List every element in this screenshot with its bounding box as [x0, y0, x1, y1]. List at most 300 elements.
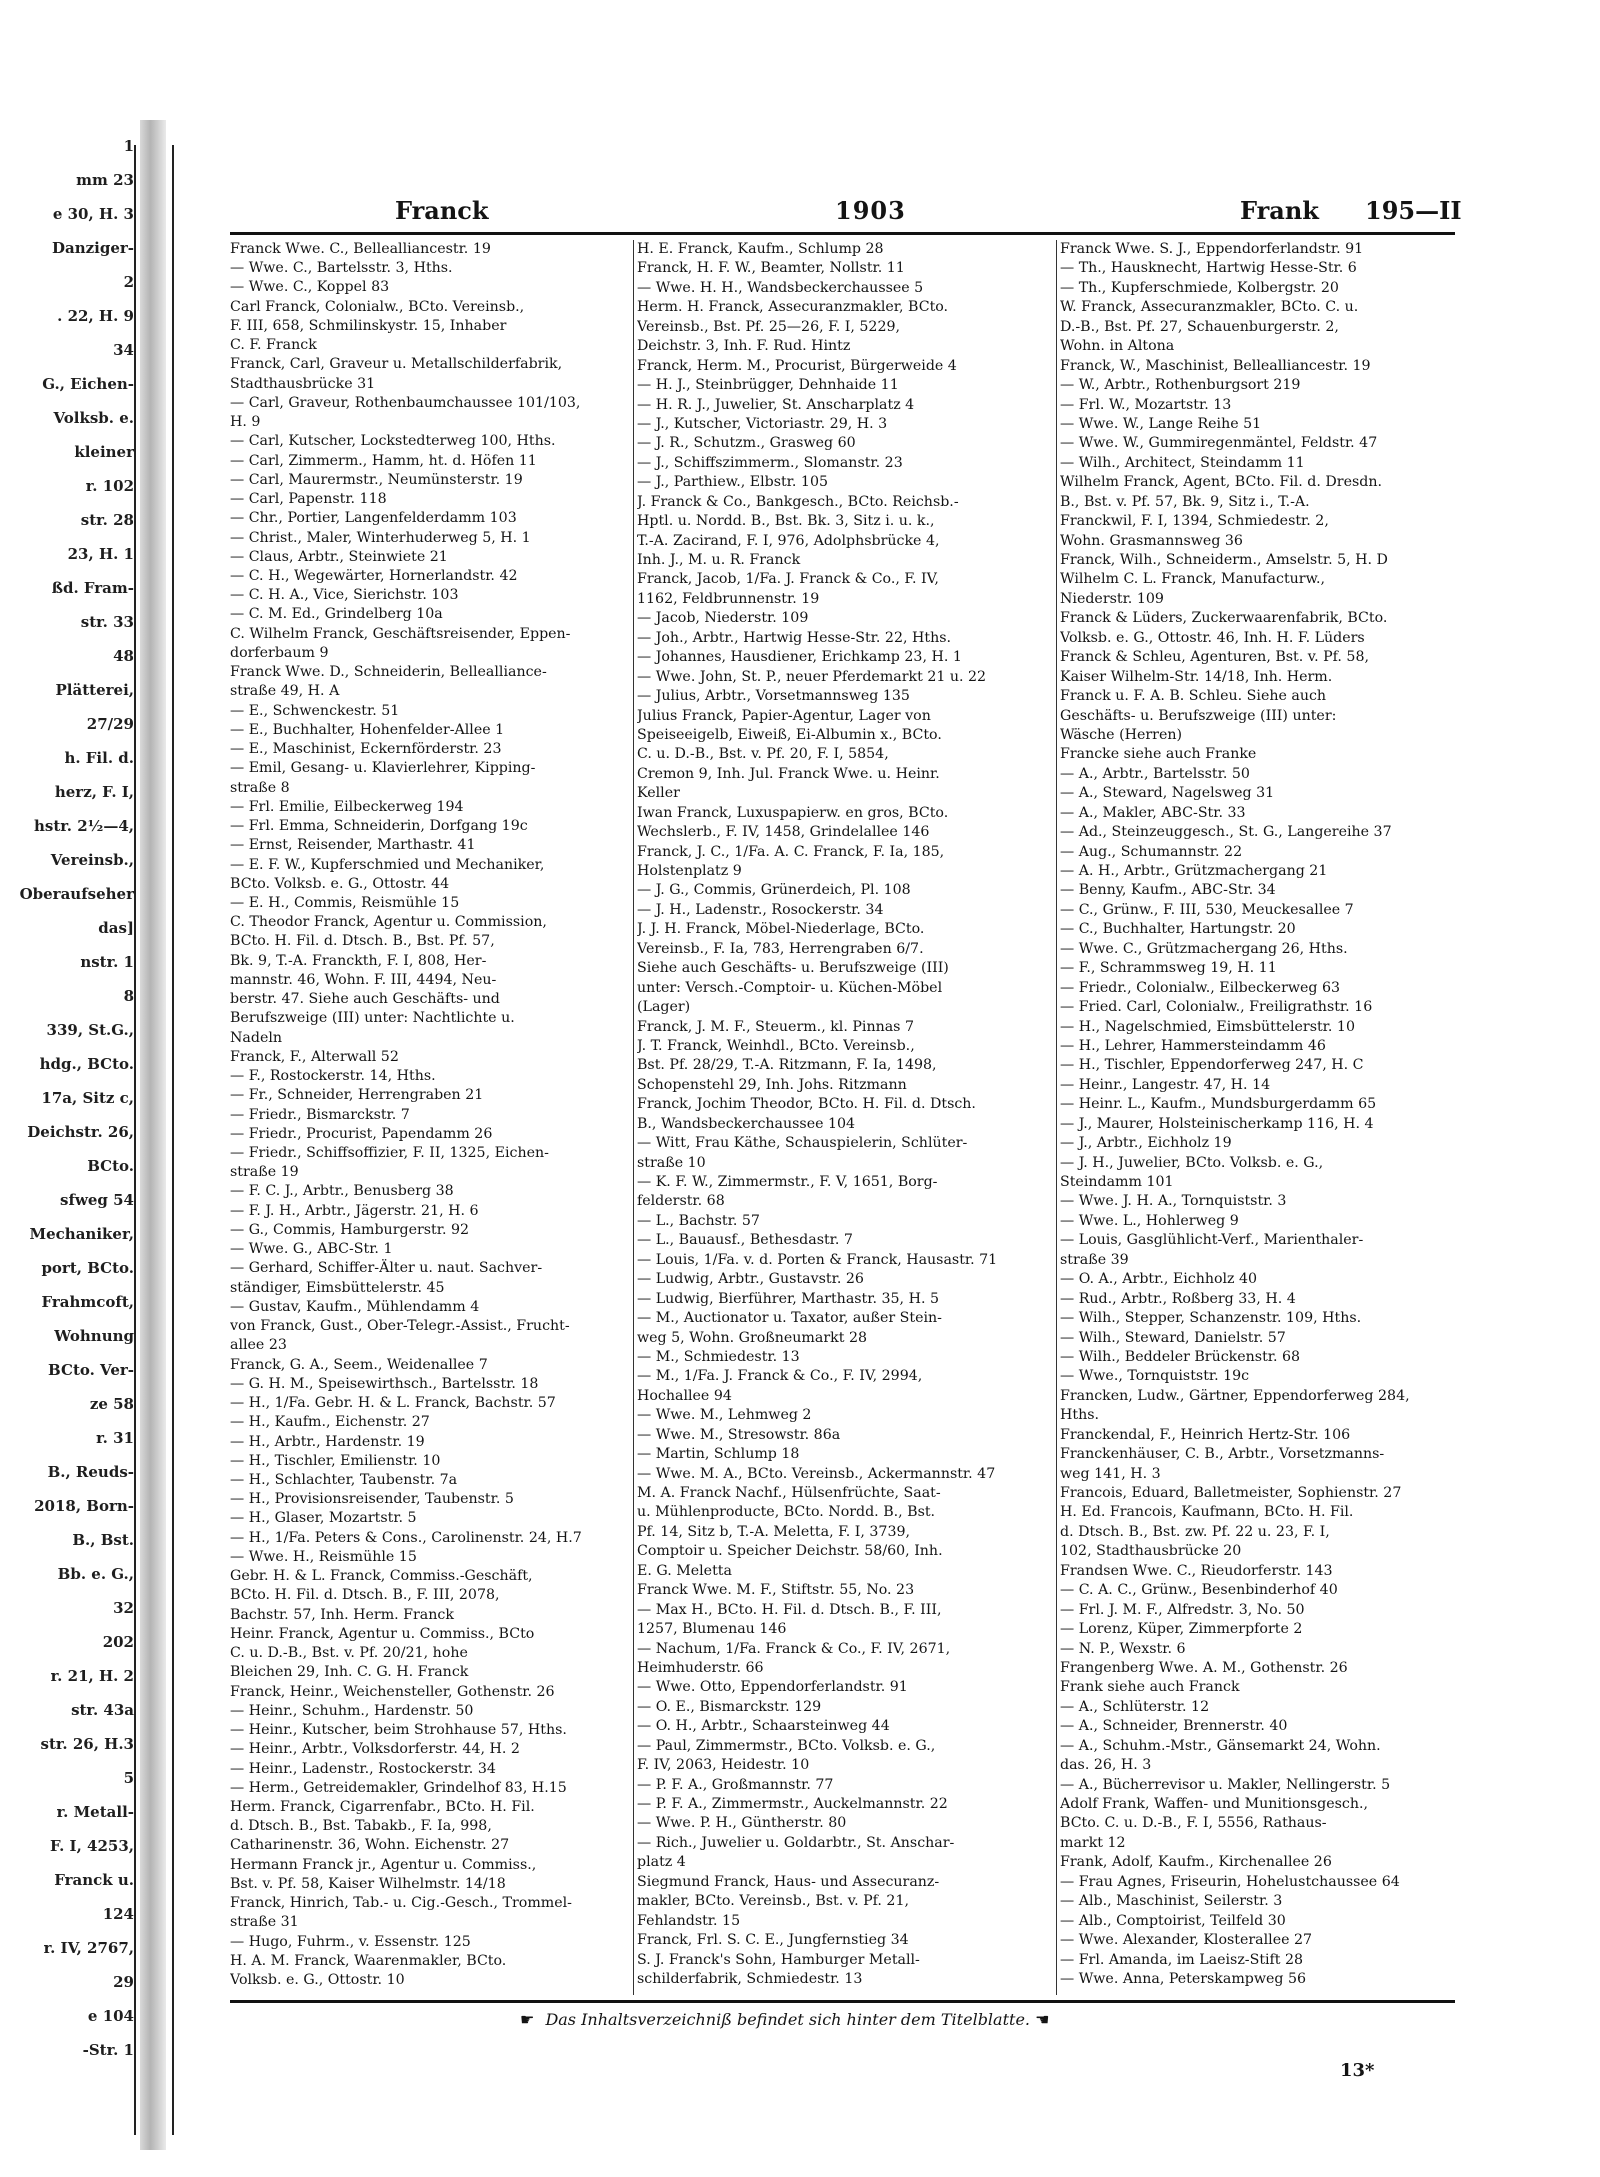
directory-entry-line: — Herm., Getreidemakler, Grindelhof 83, H.15: [230, 1779, 567, 1796]
directory-entry-line: — P. F. A., Zimmermstr., Auckelmannstr. 22: [637, 1796, 948, 1812]
previous-page-text-fragment: 1: [123, 137, 134, 155]
directory-entry-line: — Carl, Papenstr. 118: [230, 491, 387, 508]
directory-entry-line: — Benny, Kaufm., ABC-Str. 34: [1060, 882, 1276, 899]
directory-entry-line: — Heinr., Ladenstr., Rostockerstr. 34: [230, 1760, 496, 1777]
directory-entry-line: — O. E., Bismarckstr. 129: [637, 1698, 822, 1715]
header-right-word: Frank: [1240, 196, 1319, 225]
directory-entry-line: — Wwe. J. H. A., Tornquiststr. 3: [1060, 1193, 1287, 1210]
directory-entry-line: C. F. Franck: [230, 337, 317, 354]
previous-page-text-fragment: str. 26, H.3: [40, 1735, 134, 1753]
directory-entry-line: straße 49, H. A: [230, 683, 340, 700]
column-divider: [633, 240, 634, 1995]
directory-entry-line: Franck, G. A., Seem., Weidenallee 7: [230, 1356, 488, 1373]
page-header: [230, 196, 1462, 230]
directory-entry-line: — O. H., Arbtr., Schaarsteinweg 44: [637, 1718, 890, 1735]
directory-entry-line: — H., Arbtr., Hardenstr. 19: [230, 1433, 425, 1450]
directory-entry-line: C. Theodor Franck, Agentur u. Commission,: [230, 914, 547, 931]
previous-page-text-fragment: 124: [102, 1905, 134, 1923]
directory-entry-line: C. Wilhelm Franck, Geschäftsreisender, Eppen-: [230, 625, 571, 642]
directory-entry-line: Vereinsb., F. Ia, 783, Herrengraben 6/7.: [637, 940, 924, 957]
previous-page-text-fragment: 5: [123, 1769, 134, 1787]
directory-entry-line: — Frl. W., Mozartstr. 13: [1060, 396, 1232, 413]
previous-page-text-fragment: r. 21, H. 2: [50, 1667, 134, 1685]
directory-entry-line: Berufszweige (III) unter: Nachtlichte u.: [230, 1010, 515, 1027]
directory-entry-line: Franckenhäuser, C. B., Arbtr., Vorsetzmanns-: [1060, 1446, 1385, 1463]
directory-entry-line: unter: Versch.-Comptoir- u. Küchen-Möbel: [637, 979, 943, 996]
directory-entry-line: Pf. 14, Sitz b, T.-A. Meletta, F. I, 3739,: [637, 1523, 911, 1540]
directory-entry-line: H. A. M. Franck, Waarenmakler, BCto.: [230, 1952, 507, 1969]
directory-entry-line: — Wwe. C., Grützmachergang 26, Hths.: [1060, 940, 1348, 957]
previous-page-text-fragment: Frahmcoft,: [41, 1293, 134, 1311]
directory-entry-line: Inh. J., M. u. R. Franck: [637, 552, 801, 568]
directory-entry-line: — Jacob, Niederstr. 109: [637, 610, 809, 627]
previous-page-text-fragment: str. 28: [80, 511, 134, 529]
directory-entry-line: Herm. H. Franck, Assecuranzmakler, BCto.: [637, 299, 949, 316]
page-edge-right: [172, 145, 174, 2135]
directory-entry-line: — Joh., Arbtr., Hartwig Hesse-Str. 22, Hths.: [637, 629, 951, 646]
directory-entry-line: S. J. Franck's Sohn, Hamburger Metall-: [637, 1951, 920, 1968]
directory-entry-line: — Wwe. H. H., Wandsbeckerchaussee 5: [637, 279, 924, 296]
directory-entry-line: — Claus, Arbtr., Steinwiete 21: [230, 548, 448, 565]
directory-entry-line: — Wilh., Beddeler Brückenstr. 68: [1060, 1348, 1301, 1365]
directory-entry-line: — H., Tischler, Eppendorferweg 247, H. C: [1060, 1057, 1364, 1074]
directory-entry-line: — C. H., Wegewärter, Hornerlandstr. 42: [230, 567, 518, 584]
directory-entry-line: — Fr., Schneider, Herrengraben 21: [230, 1087, 484, 1104]
directory-entry-line: M. A. Franck Nachf., Hülsenfrüchte, Saat-: [637, 1485, 941, 1501]
directory-entry-line: — Frl. Emma, Schneiderin, Dorfgang 19c: [230, 818, 528, 835]
directory-entry-line: — Wwe. M. A., BCto. Vereinsb., Ackermannstr. 47: [637, 1465, 996, 1482]
directory-entry-line: — Wwe. C., Koppel 83: [230, 279, 390, 296]
directory-entry-line: d. Dtsch. B., Bst. zw. Pf. 22 u. 23, F. I,: [1060, 1523, 1330, 1540]
directory-entry-line: Hptl. u. Nordd. B., Bst. Bk. 3, Sitz i. u. k.,: [637, 513, 935, 530]
directory-entry-line: — Louis, Gasglühlicht-Verf., Marienthaler-: [1060, 1232, 1364, 1249]
directory-entry-line: — Friedr., Schiffsoffizier, F. II, 1325, Eichen-: [230, 1145, 549, 1162]
directory-entry-line: Franck Wwe. M. F., Stiftstr. 55, No. 23: [637, 1582, 915, 1599]
previous-page-text-fragment: Danziger-: [51, 239, 134, 257]
directory-entry-line: — Ludwig, Arbtr., Gustavstr. 26: [637, 1271, 864, 1288]
previous-page-text-fragment: 202: [102, 1633, 134, 1651]
previous-page-text-fragment: 339, St.G.,: [46, 1021, 134, 1039]
directory-entry-line: Wohn. Grasmannsweg 36: [1060, 532, 1243, 549]
directory-entry-line: weg 5, Wohn. Großneumarkt 28: [637, 1329, 867, 1346]
directory-entry-line: — Witt, Frau Käthe, Schauspielerin, Schlüter-: [637, 1135, 968, 1152]
directory-entry-line: BCto. Volksb. e. G., Ottostr. 44: [230, 875, 450, 892]
directory-entry-line: Speiseeigelb, Eiweiß, Ei-Albumin x., BCto.: [637, 726, 942, 743]
directory-entry-line: das. 26, H. 3: [1060, 1757, 1152, 1774]
directory-entry-line: — J., Schiffszimmerm., Slomanstr. 23: [637, 454, 903, 471]
directory-entry-line: — H., 1/Fa. Gebr. H. & L. Franck, Bachstr. 57: [230, 1395, 556, 1412]
directory-entry-line: — K. F. W., Zimmermstr., F. V, 1651, Borg-: [637, 1174, 938, 1190]
directory-entry-line: — E., Schwenckestr. 51: [230, 702, 400, 719]
directory-entry-line: — G. H. M., Speisewirthsch., Bartelsstr. 18: [230, 1375, 539, 1392]
directory-entry-line: — H., Tischler, Emilienstr. 10: [230, 1452, 441, 1469]
directory-entry-line: Bleichen 29, Inh. C. G. H. Franck: [230, 1664, 469, 1681]
directory-entry-line: Vereinsb., Bst. Pf. 25—26, F. I, 5229,: [637, 318, 901, 335]
directory-entry-line: — C., Buchhalter, Hartungstr. 20: [1060, 921, 1296, 938]
directory-entry-line: ständiger, Eimsbüttelerstr. 45: [230, 1279, 445, 1296]
previous-page-text-fragment: 17a, Sitz c,: [41, 1089, 134, 1107]
directory-entry-line: straße 39: [1060, 1251, 1129, 1268]
pointing-hand-icon: ☚: [1035, 2010, 1050, 2029]
previous-page-text-fragment: 48: [113, 647, 134, 665]
directory-entry-line: — Wwe. W., Gummiregenmäntel, Feldstr. 47: [1060, 435, 1378, 452]
directory-entry-line: — Louis, 1/Fa. v. d. Porten & Franck, Hausastr. 71: [637, 1251, 998, 1268]
directory-entry-line: 1257, Blumenau 146: [637, 1621, 787, 1638]
previous-page-text-fragment: Bb. e. G.,: [57, 1565, 134, 1583]
directory-entry-line: — Gustav, Kaufm., Mühlendamm 4: [230, 1298, 480, 1315]
directory-entry-line: allee 23: [230, 1337, 287, 1354]
directory-entry-line: — Wwe., Tornquiststr. 19c: [1060, 1368, 1250, 1385]
footer-note-text: Das Inhaltsverzeichniß befindet sich hinter dem Titelblatte.: [545, 2010, 1030, 2029]
directory-entry-line: Franck Wwe. S. J., Eppendorferlandstr. 91: [1060, 241, 1364, 257]
directory-entry-line: — E. F. W., Kupferschmied und Mechaniker,: [230, 856, 545, 873]
previous-page-text-fragment: ßd. Fram-: [51, 579, 134, 597]
directory-entry-line: — Frl. J. M. F., Alfredstr. 3, No. 50: [1060, 1601, 1305, 1618]
previous-page-text-fragment: 27/29: [86, 715, 134, 733]
directory-entry-line: Francken, Ludw., Gärtner, Eppendorferweg 284,: [1060, 1387, 1410, 1404]
previous-page-text-fragment: sfweg 54: [60, 1191, 134, 1209]
directory-entry-line: Steindamm 101: [1060, 1174, 1174, 1190]
directory-entry-line: Fehlandstr. 15: [637, 1912, 741, 1929]
directory-entry-line: Franck, J. C., 1/Fa. A. C. Franck, F. Ia, 185,: [637, 843, 945, 860]
directory-entry-line: Deichstr. 3, Inh. F. Rud. Hintz: [637, 338, 851, 355]
directory-entry-line: — Ernst, Reisender, Marthastr. 41: [230, 837, 476, 854]
directory-entry-line: (Lager): [637, 999, 691, 1016]
directory-entry-line: — Wwe. M., Stresowstr. 86a: [637, 1426, 841, 1443]
previous-page-text-fragment: Franck u.: [54, 1871, 134, 1889]
previous-page-text-fragment: nstr. 1: [80, 953, 134, 971]
directory-entry-line: BCto. H. Fil. d. Dtsch. B., F. III, 2078,: [230, 1587, 500, 1604]
directory-entry-line: — A., Bücherrevisor u. Makler, Nellingerstr. 5: [1060, 1776, 1391, 1793]
directory-entry-line: von Franck, Gust., Ober-Telegr.-Assist., Frucht-: [230, 1318, 570, 1335]
directory-entry-line: Francois, Eduard, Balletmeister, Sophienstr. 27: [1060, 1485, 1402, 1501]
previous-page-text-fragment: Plätterei,: [55, 681, 134, 699]
directory-entry-line: Franck, Jacob, 1/Fa. J. Franck & Co., F. IV,: [637, 571, 939, 588]
directory-entry-line: Siehe auch Geschäfts- u. Berufszweige (III): [637, 960, 949, 977]
directory-entry-line: — Th., Hausknecht, Hartwig Hesse-Str. 6: [1060, 260, 1357, 277]
directory-entry-line: — Alb., Comptoirist, Teilfeld 30: [1060, 1912, 1286, 1929]
directory-entry-line: — Wwe. John, St. P., neuer Pferdemarkt 21 u. 22: [637, 668, 987, 685]
previous-page-text-fragment: 2: [123, 273, 134, 291]
directory-entry-line: — A., Arbtr., Bartelsstr. 50: [1060, 765, 1250, 782]
directory-entry-line: — A. H., Arbtr., Grützmachergang 21: [1060, 863, 1328, 879]
previous-page-text-fragment: G., Eichen-: [42, 375, 134, 393]
directory-entry-line: — F. C. J., Arbtr., Benusberg 38: [230, 1183, 454, 1200]
previous-page-text-fragment: 8: [123, 987, 134, 1005]
directory-entry-line: — Rud., Arbtr., Roßberg 33, H. 4: [1060, 1290, 1296, 1307]
directory-entry-line: — M., Auctionator u. Taxator, außer Stein-: [637, 1310, 942, 1327]
directory-entry-line: straße 19: [230, 1164, 299, 1181]
directory-entry-line: — Lorenz, Küper, Zimmerpforte 2: [1060, 1621, 1303, 1638]
previous-page-text-fragment: h. Fil. d.: [64, 749, 134, 767]
book-gutter: [140, 120, 166, 2150]
directory-entry-line: Volksb. e. G., Ottostr. 10: [230, 1972, 405, 1989]
directory-entry-line: — Rich., Juwelier u. Goldarbtr., St. Anschar-: [637, 1834, 955, 1851]
directory-entry-line: dorferbaum 9: [230, 644, 329, 661]
directory-entry-line: — Carl, Maurermstr., Neumünsterstr. 19: [230, 471, 523, 488]
directory-entry-line: — J., Kutscher, Victoriastr. 29, H. 3: [637, 415, 888, 432]
directory-entry-line: — Friedr., Bismarckstr. 7: [230, 1106, 410, 1123]
directory-entry-line: — Wilh., Stepper, Schanzenstr. 109, Hths.: [1060, 1310, 1362, 1327]
directory-entry-line: Heimhuderstr. 66: [637, 1659, 764, 1676]
directory-entry-line: Kaiser Wilhelm-Str. 14/18, Inh. Herm.: [1060, 668, 1333, 685]
previous-page-text-fragment: r. 31: [96, 1429, 134, 1447]
previous-page-text-fragment: 29: [113, 1973, 134, 1991]
previous-page-text-fragment: Vereinsb.,: [50, 851, 134, 869]
directory-entry-line: B., Bst. v. Pf. 57, Bk. 9, Sitz i., T.-A.: [1060, 493, 1310, 510]
directory-entry-line: — J. G., Commis, Grünerdeich, Pl. 108: [637, 882, 911, 899]
directory-entry-line: makler, BCto. Vereinsb., Bst. v. Pf. 21,: [637, 1893, 909, 1910]
directory-entry-line: Franck Wwe. C., Bellealliancestr. 19: [230, 241, 491, 257]
previous-page-text-fragment: mm 23: [76, 171, 134, 189]
directory-entry-line: Bst. Pf. 28/29, T.-A. Ritzmann, F. Ia, 1498,: [637, 1057, 937, 1074]
directory-entry-line: schilderfabrik, Schmiedestr. 13: [637, 1970, 863, 1987]
directory-entry-line: straße 31: [230, 1914, 299, 1931]
directory-entry-line: Franck, Heinr., Weichensteller, Gothenstr. 26: [230, 1683, 555, 1700]
directory-entry-line: — G., Commis, Hamburgerstr. 92: [230, 1221, 470, 1238]
directory-entry-line: — Wilh., Steward, Danielstr. 57: [1060, 1329, 1286, 1346]
directory-entry-line: — Friedr., Procurist, Papendamm 26: [230, 1125, 493, 1142]
directory-entry-line: weg 141, H. 3: [1060, 1465, 1161, 1482]
directory-entry-line: — Paul, Zimmermstr., BCto. Volksb. e. G.,: [637, 1737, 936, 1754]
footer-note: [520, 2010, 1220, 2029]
directory-entry-line: — Wwe. C., Bartelsstr. 3, Hths.: [230, 260, 453, 277]
directory-entry-line: 1162, Feldbrunnenstr. 19: [637, 590, 820, 607]
directory-entry-line: — Wwe. Otto, Eppendorferlandstr. 91: [637, 1679, 908, 1696]
previous-page-text-fragment: str. 33: [80, 613, 134, 631]
directory-entry-line: Franck, W., Maschinist, Bellealliancestr. 19: [1060, 357, 1371, 374]
previous-page-text-fragment: das]: [98, 919, 134, 937]
column-divider: [1056, 240, 1057, 1995]
previous-page-text-fragment: BCto. Ver-: [48, 1361, 134, 1379]
directory-entry-line: — M., Schmiedestr. 13: [637, 1348, 800, 1365]
directory-entry-line: H. Ed. Francois, Kaufmann, BCto. H. Fil.: [1060, 1504, 1354, 1521]
header-year: 1903: [835, 196, 906, 225]
previous-page-text-fragment: e 104: [87, 2007, 134, 2025]
directory-entry-line: — C. M. Ed., Grindelberg 10a: [230, 606, 443, 623]
directory-entry-line: — Frl. Amanda, im Laeisz-Stift 28: [1060, 1951, 1304, 1968]
directory-entry-line: Bachstr. 57, Inh. Herm. Franck: [230, 1606, 454, 1623]
directory-entry-line: — Wilh., Architect, Steindamm 11: [1060, 454, 1305, 471]
directory-entry-line: Adolf Frank, Waffen- und Munitionsgesch.,: [1060, 1796, 1368, 1812]
directory-entry-line: felderstr. 68: [637, 1193, 725, 1210]
directory-entry-line: — H., Lehrer, Hammersteindamm 46: [1060, 1037, 1326, 1054]
previous-page-text-fragment: B., Reuds-: [47, 1463, 134, 1481]
directory-entry-line: Frangenberg Wwe. A. M., Gothenstr. 26: [1060, 1659, 1348, 1676]
directory-entry-line: — J. H., Ladenstr., Rosockerstr. 34: [637, 901, 884, 918]
directory-entry-line: J. Franck & Co., Bankgesch., BCto. Reichsb.-: [637, 493, 959, 510]
directory-entry-line: Wechslerb., F. IV, 1458, Grindelallee 146: [637, 824, 930, 841]
directory-entry-line: — F. J. H., Arbtr., Jägerstr. 21, H. 6: [230, 1202, 479, 1219]
previous-page-fragment: [0, 128, 140, 2128]
directory-entry-line: straße 10: [637, 1154, 706, 1171]
directory-entry-line: — H., Kaufm., Eichenstr. 27: [230, 1414, 430, 1431]
directory-entry-line: — H., Provisionsreisender, Taubenstr. 5: [230, 1491, 514, 1508]
directory-entry-line: — Carl, Graveur, Rothenbaumchaussee 101/103,: [230, 394, 581, 411]
directory-column-1: [230, 240, 630, 1995]
directory-entry-line: Siegmund Franck, Haus- und Assecuranz-: [637, 1873, 940, 1890]
previous-page-text-fragment: B., Bst.: [72, 1531, 134, 1549]
directory-entry-line: — O. A., Arbtr., Eichholz 40: [1060, 1271, 1258, 1288]
directory-entry-line: C. u. D.-B., Bst. v. Pf. 20/21, hohe: [230, 1645, 468, 1662]
directory-entry-line: — Wwe. Anna, Peterskampweg 56: [1060, 1970, 1307, 1987]
directory-entry-line: — Alb., Maschinist, Seilerstr. 3: [1060, 1893, 1283, 1910]
directory-entry-line: — C. H. A., Vice, Sierichstr. 103: [230, 587, 459, 604]
directory-entry-line: — Emil, Gesang- u. Klavierlehrer, Kipping-: [230, 760, 536, 777]
directory-entry-line: Keller: [637, 785, 680, 802]
directory-entry-line: — Heinr., Langestr. 47, H. 14: [1060, 1076, 1271, 1093]
directory-entry-line: Gebr. H. & L. Franck, Commiss.-Geschäft,: [230, 1568, 533, 1585]
directory-entry-line: — H., 1/Fa. Peters & Cons., Carolinenstr. 24, H.7: [230, 1529, 582, 1546]
directory-entry-line: Wilhelm Franck, Agent, BCto. Fil. d. Dresdn.: [1060, 474, 1382, 491]
directory-entry-line: Francke siehe auch Franke: [1060, 746, 1257, 763]
directory-entry-line: Frandsen Wwe. C., Rieudorferstr. 143: [1060, 1562, 1333, 1579]
directory-entry-line: Geschäfts- u. Berufszweige (III) unter:: [1060, 707, 1337, 724]
directory-entry-line: — J. R., Schutzm., Grasweg 60: [637, 435, 856, 452]
directory-entry-line: d. Dtsch. B., Bst. Tabakb., F. Ia, 998,: [230, 1818, 492, 1835]
directory-entry-line: — Carl, Kutscher, Lockstedterweg 100, Hths.: [230, 433, 556, 450]
directory-entry-line: — Ad., Steinzeuggesch., St. G., Langereihe 37: [1060, 824, 1392, 841]
directory-entry-line: — C., Grünw., F. III, 530, Meuckesallee 7: [1060, 901, 1354, 918]
directory-entry-line: — Aug., Schumannstr. 22: [1060, 843, 1243, 860]
previous-page-text-fragment: Wohnung: [54, 1327, 134, 1345]
directory-entry-line: — C. A. C., Grünw., Besenbinderhof 40: [1060, 1582, 1338, 1599]
page-edge-left: [134, 145, 136, 2135]
directory-entry-line: T.-A. Zacirand, F. I, 976, Adolphsbrücke 4,: [637, 532, 940, 549]
directory-entry-line: — Julius, Arbtr., Vorsetmannsweg 135: [637, 688, 910, 705]
previous-page-text-fragment: 23, H. 1: [67, 545, 134, 563]
directory-entry-line: C. u. D.-B., Bst. v. Pf. 20, F. I, 5854,: [637, 746, 889, 763]
footer-rule: [230, 2000, 1455, 2003]
directory-entry-line: Cremon 9, Inh. Jul. Franck Wwe. u. Heinr.: [637, 765, 940, 782]
directory-entry-line: — Christ., Maler, Winterhuderweg 5, H. 1: [230, 529, 531, 546]
directory-entry-line: — Ludwig, Bierführer, Marthastr. 35, H. 5: [637, 1290, 939, 1307]
directory-entry-line: — Carl, Zimmerm., Hamm, ht. d. Höfen 11: [230, 452, 537, 469]
directory-entry-line: J. T. Franck, Weinhdl., BCto. Vereinsb.,: [637, 1037, 915, 1054]
directory-entry-line: — Frl. Emilie, Eilbeckerweg 194: [230, 798, 464, 815]
previous-page-text-fragment: 32: [113, 1599, 134, 1617]
previous-page-text-fragment: e 30, H. 3: [52, 205, 134, 223]
directory-entry-line: Niederstr. 109: [1060, 590, 1164, 607]
directory-entry-line: — N. P., Wexstr. 6: [1060, 1640, 1186, 1657]
directory-entry-line: Holstenplatz 9: [637, 863, 742, 879]
directory-entry-line: Carl Franck, Colonialw., BCto. Vereinsb.,: [230, 298, 525, 315]
directory-entry-line: — L., Bauausf., Bethesdastr. 7: [637, 1232, 853, 1249]
directory-entry-line: Franck u. F. A. B. Schleu. Siehe auch: [1060, 688, 1327, 705]
directory-entry-line: Heinr. Franck, Agentur u. Commiss., BCto: [230, 1625, 535, 1642]
directory-entry-line: — J., Arbtr., Eichholz 19: [1060, 1135, 1232, 1152]
directory-entry-line: — Wwe. Alexander, Klosterallee 27: [1060, 1932, 1313, 1949]
directory-entry-line: — H., Glaser, Mozartstr. 5: [230, 1510, 417, 1527]
directory-entry-line: Nadeln: [230, 1029, 283, 1046]
directory-entry-line: Franck, H. F. W., Beamter, Nollstr. 11: [637, 260, 905, 277]
directory-entry-line: — Wwe. P. H., Güntherstr. 80: [637, 1815, 847, 1832]
directory-entry-line: B., Wandsbeckerchaussee 104: [637, 1115, 856, 1132]
directory-entry-line: — F., Schrammsweg 19, H. 11: [1060, 960, 1277, 977]
directory-entry-line: — E., Buchhalter, Hohenfelder-Allee 1: [230, 721, 505, 738]
directory-entry-line: berstr. 47. Siehe auch Geschäfts- und: [230, 991, 500, 1008]
directory-entry-line: — M., 1/Fa. J. Franck & Co., F. IV, 2994,: [637, 1368, 923, 1385]
directory-entry-line: — E., Maschinist, Eckernförderstr. 23: [230, 741, 502, 758]
directory-entry-line: Frank, Adolf, Kaufm., Kirchenallee 26: [1060, 1854, 1332, 1871]
directory-entry-line: — Max H., BCto. H. Fil. d. Dtsch. B., F. III,: [637, 1601, 942, 1618]
directory-entry-line: 102, Stadthausbrücke 20: [1060, 1543, 1242, 1560]
directory-entry-line: — Wwe. M., Lehmweg 2: [637, 1407, 812, 1424]
previous-page-text-fragment: r. Metall-: [56, 1803, 134, 1821]
directory-entry-line: Franckendal, F., Heinrich Hertz-Str. 106: [1060, 1426, 1351, 1443]
directory-entry-line: Franck, Carl, Graveur u. Metallschilderfabrik,: [230, 356, 563, 373]
directory-entry-line: — Heinr., Kutscher, beim Strohhause 57, Hths.: [230, 1722, 567, 1739]
previous-page-text-fragment: Oberaufseher: [19, 885, 134, 903]
directory-entry-line: Hermann Franck jr., Agentur u. Commiss.,: [230, 1856, 537, 1873]
directory-entry-line: Franck, Frl. S. C. E., Jungfernstieg 34: [637, 1932, 909, 1949]
previous-page-text-fragment: -Str. 1: [82, 2041, 134, 2059]
header-rule: [230, 232, 1455, 235]
directory-entry-line: — Wwe. W., Lange Reihe 51: [1060, 415, 1262, 432]
directory-entry-line: H. E. Franck, Kaufm., Schlump 28: [637, 241, 884, 257]
directory-entry-line: — Wwe. L., Hohlerweg 9: [1060, 1212, 1239, 1229]
directory-entry-line: Franckwil, F. I, 1394, Schmiedestr. 2,: [1060, 513, 1329, 530]
directory-entry-line: Franck, Wilh., Schneiderm., Amselstr. 5, H. D: [1060, 552, 1388, 568]
directory-entry-line: Franck, F., Alterwall 52: [230, 1048, 399, 1065]
previous-page-text-fragment: BCto.: [87, 1157, 134, 1175]
directory-entry-line: Franck, Hinrich, Tab.- u. Cig.-Gesch., Trommel-: [230, 1895, 572, 1912]
previous-page-text-fragment: port, BCto.: [41, 1259, 134, 1277]
directory-entry-line: — Frau Agnes, Friseurin, Hohelustchaussee 64: [1060, 1873, 1400, 1890]
directory-entry-line: — P. F. A., Großmannstr. 77: [637, 1776, 834, 1793]
previous-page-text-fragment: 2018, Born-: [34, 1497, 134, 1515]
directory-entry-line: — J., Parthiew., Elbstr. 105: [637, 474, 829, 491]
directory-entry-line: — H., Nagelschmied, Eimsbüttelerstr. 10: [1060, 1018, 1355, 1035]
directory-entry-line: — Johannes, Hausdiener, Erichkamp 23, H. 1: [637, 649, 962, 666]
directory-entry-line: — Fried. Carl, Colonialw., Freiligrathstr. 16: [1060, 999, 1373, 1016]
previous-page-text-fragment: hdg., BCto.: [39, 1055, 134, 1073]
directory-entry-line: Iwan Franck, Luxuspapierw. en gros, BCto.: [637, 804, 949, 821]
directory-entry-line: E. G. Meletta: [637, 1562, 732, 1579]
directory-entry-line: Wäsche (Herren): [1060, 726, 1183, 743]
directory-entry-line: Schopenstehl 29, Inh. Johs. Ritzmann: [637, 1076, 907, 1093]
directory-entry-line: Volksb. e. G., Ottostr. 46, Inh. H. F. Lüders: [1060, 629, 1365, 646]
directory-entry-line: — J., Maurer, Holsteinischerkamp 116, H. 4: [1060, 1115, 1374, 1132]
directory-entry-line: Bk. 9, T.-A. Franckth, F. I, 808, Her-: [230, 952, 487, 969]
previous-page-text-fragment: ze 58: [89, 1395, 134, 1413]
directory-entry-line: — A., Steward, Nagelsweg 31: [1060, 785, 1275, 802]
directory-entry-line: J. J. H. Franck, Möbel-Niederlage, BCto.: [637, 921, 925, 938]
directory-entry-line: — Heinr., Arbtr., Volksdorferstr. 44, H. 2: [230, 1741, 520, 1758]
directory-entry-line: Franck & Schleu, Agenturen, Bst. v. Pf. 58,: [1060, 649, 1369, 666]
previous-page-text-fragment: kleiner: [74, 443, 134, 461]
previous-page-text-fragment: herz, F. I,: [54, 783, 134, 801]
directory-entry-line: Catharinenstr. 36, Wohn. Eichenstr. 27: [230, 1837, 510, 1854]
directory-entry-line: — A., Makler, ABC-Str. 33: [1060, 804, 1246, 821]
directory-entry-line: — E. H., Commis, Reismühle 15: [230, 894, 460, 911]
directory-entry-line: — Hugo, Fuhrm., v. Essenstr. 125: [230, 1933, 471, 1950]
directory-entry-line: Stadthausbrücke 31: [230, 375, 376, 392]
directory-entry-line: Hochallee 94: [637, 1387, 732, 1404]
directory-entry-line: u. Mühlenproducte, BCto. Nordd. B., Bst.: [637, 1504, 936, 1521]
directory-entry-line: — H. J., Steinbrügger, Dehnhaide 11: [637, 377, 899, 394]
previous-page-text-fragment: F. I, 4253,: [49, 1837, 134, 1855]
previous-page-text-fragment: . 22, H. 9: [57, 307, 134, 325]
sheet-signature: 13*: [1340, 2060, 1375, 2081]
directory-entry-line: Wohn. in Altona: [1060, 338, 1175, 355]
directory-column-3: [1060, 240, 1460, 1995]
previous-page-text-fragment: r. IV, 2767,: [43, 1939, 134, 1957]
directory-entry-line: — Heinr. L., Kaufm., Mundsburgerdamm 65: [1060, 1096, 1377, 1113]
directory-entry-line: Franck, Jochim Theodor, BCto. H. Fil. d. Dtsch.: [637, 1096, 976, 1113]
directory-entry-line: mannstr. 46, Wohn. F. III, 4494, Neu-: [230, 971, 497, 988]
directory-entry-line: — H., Schlachter, Taubenstr. 7a: [230, 1472, 458, 1488]
